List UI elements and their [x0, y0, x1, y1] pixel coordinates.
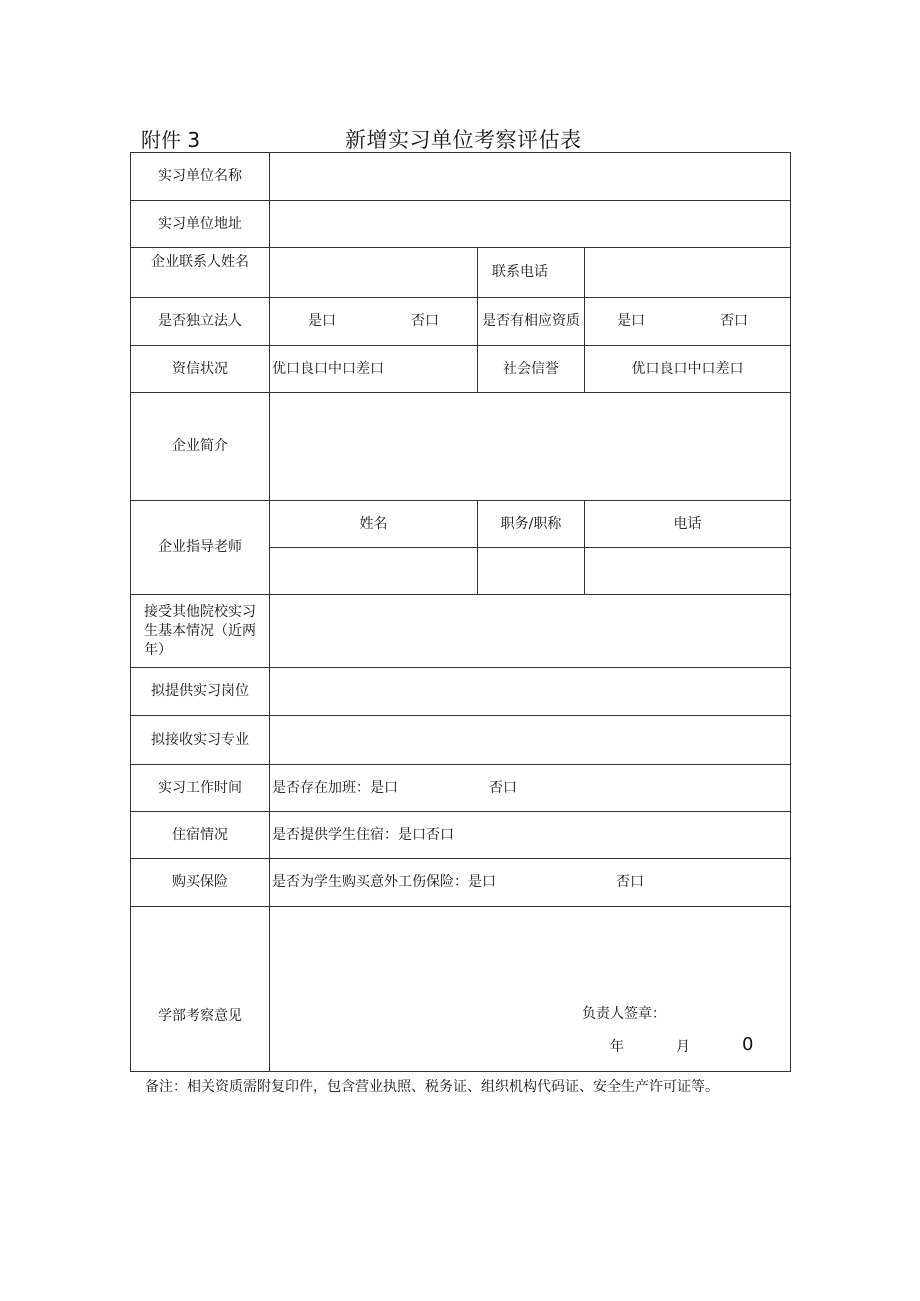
social-reputation-label: 社会信誉: [478, 346, 585, 393]
contact-phone-label: 联系电话: [478, 248, 585, 298]
mentor-title-header: 职务/职称: [478, 501, 585, 548]
company-intro-label: 企业简介: [131, 393, 270, 501]
mentor-phone-field[interactable]: [585, 548, 791, 595]
social-reputation-options[interactable]: 优口良口中口差口: [585, 346, 791, 393]
opinion-field[interactable]: [270, 907, 791, 1072]
date-line: [610, 1034, 754, 1057]
qualification-no-checkbox[interactable]: 否口: [720, 313, 749, 329]
unit-name-label: 实习单位名称: [131, 153, 270, 201]
insurance-no-checkbox[interactable]: 否口: [616, 874, 644, 890]
other-interns-field[interactable]: [270, 595, 791, 668]
contact-name-field[interactable]: [270, 248, 478, 298]
mentor-label: 企业指导老师: [131, 501, 270, 595]
footnote: 备注：相关资质需附复印件，包含营业执照、税务证、组织机构代码证、安全生产许可证等。: [145, 1079, 719, 1095]
legal-no-checkbox[interactable]: 否口: [411, 313, 439, 329]
mentor-name-header: 姓名: [270, 501, 478, 548]
unit-address-field[interactable]: [270, 201, 791, 248]
independent-legal-options: [270, 298, 478, 346]
attachment-label: 附件 3: [141, 128, 201, 152]
work-time-label: 实习工作时间: [131, 765, 270, 812]
unit-name-field[interactable]: [270, 153, 791, 201]
year-label: 年: [610, 1039, 624, 1055]
proposed-majors-label: 拟接收实习专业: [131, 716, 270, 765]
signature-label: 负责人签章：: [582, 1006, 666, 1022]
form-title: 新增实习单位考察评估表: [345, 128, 582, 152]
mentor-title-field[interactable]: [478, 548, 585, 595]
overtime-no-checkbox[interactable]: 否口: [489, 779, 517, 796]
credit-status-label: 资信状况: [131, 346, 270, 393]
insurance-yes-checkbox[interactable]: 是否为学生购买意外工伤保险：是口: [272, 874, 496, 890]
overtime-question: [270, 765, 791, 812]
proposed-positions-field[interactable]: [270, 668, 791, 716]
housing-question[interactable]: 是否提供学生住宿：是口否口: [270, 812, 791, 859]
contact-phone-field[interactable]: [585, 248, 791, 298]
day-value: 0: [742, 1034, 754, 1055]
qualification-options: [585, 298, 791, 346]
opinion-label: 学部考察意见: [131, 907, 270, 1072]
mentor-name-field[interactable]: [270, 548, 478, 595]
qualification-label: 是否有相应资质: [478, 298, 585, 346]
proposed-positions-label: 拟提供实习岗位: [131, 668, 270, 716]
legal-yes-checkbox[interactable]: 是口: [308, 313, 336, 329]
independent-legal-label: 是否独立法人: [131, 298, 270, 346]
insurance-question: [270, 859, 791, 907]
qualification-yes-checkbox[interactable]: 是口: [617, 313, 645, 329]
credit-status-options[interactable]: 优口良口中口差口: [270, 346, 478, 393]
other-interns-label: 接受其他院校实习生基本情况（近两年）: [131, 595, 270, 668]
mentor-phone-header: 电话: [585, 501, 791, 548]
company-intro-field[interactable]: [270, 393, 791, 501]
evaluation-form-table: [130, 152, 791, 1072]
proposed-majors-field[interactable]: [270, 716, 791, 765]
contact-name-label: 企业联系人姓名: [131, 248, 270, 298]
overtime-yes-checkbox[interactable]: 是否存在加班：是口: [272, 779, 398, 796]
month-label: 月: [676, 1039, 690, 1055]
insurance-label: 购买保险: [131, 859, 270, 907]
housing-label: 住宿情况: [131, 812, 270, 859]
unit-address-label: 实习单位地址: [131, 201, 270, 248]
